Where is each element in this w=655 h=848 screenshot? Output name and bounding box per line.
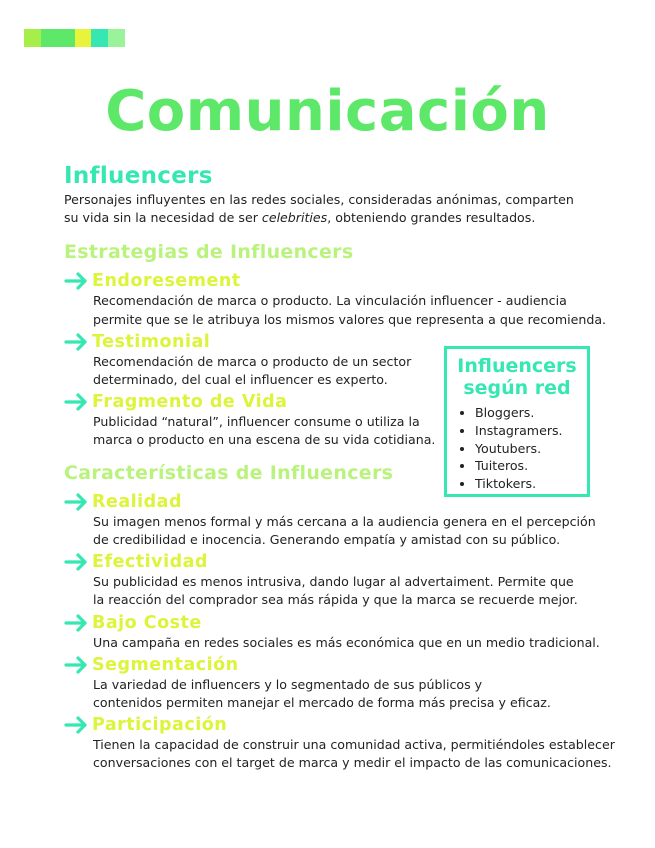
characteristic-description-line: de credibilidad e inocencia. Generando empatía y amistad con su público. [93, 532, 561, 547]
characteristic-item-title: Participación [64, 714, 227, 736]
arrow-right-icon [64, 612, 90, 634]
arrow-right-icon [64, 714, 90, 736]
swatch [108, 29, 125, 47]
strategy-description-line: Publicidad “natural”, influencer consume o utiliza la [93, 414, 420, 429]
network-list [461, 404, 563, 493]
arrow-right-icon [64, 270, 90, 292]
characteristic-item-title: Efectividad [64, 551, 208, 573]
strategy-item-title: Testimonial [64, 331, 210, 353]
list-item: • Tuiteros. [475, 457, 563, 475]
celebrities-emphasis: celebrities [261, 210, 328, 225]
arrow-right-icon [64, 551, 90, 573]
page-title: Comunicación [105, 79, 550, 144]
strategy-description-line: determinado, del cual el influencer es experto. [93, 372, 388, 387]
characteristic-description-line: Su imagen menos formal y más cercana a la audiencia genera en el percepción [93, 514, 596, 529]
list-item: • Bloggers. [475, 404, 563, 422]
influencers-description-line: su vida sin la necesidad de ser celebrities, obteniendo grandes resultados. [64, 210, 536, 225]
strategies-heading: Estrategias de Influencers [64, 241, 354, 263]
swatch [75, 29, 91, 47]
characteristic-item-title: Bajo Coste [64, 612, 202, 634]
list-item: • Instagramers. [475, 422, 563, 440]
strategy-description-line: Recomendación de marca o producto. La vinculación influencer - audiencia [93, 293, 567, 308]
characteristic-description-line: contenidos permiten manejar el mercado de forma más precisa y eficaz. [93, 695, 551, 710]
strategy-item-title: Fragmento de Vida [64, 391, 287, 413]
strategy-description-line: marca o producto en una escena de su vida cotidiana. [93, 432, 436, 447]
characteristic-description-line: Su publicidad es menos intrusiva, dando lugar al advertaiment. Permite que [93, 574, 574, 589]
arrow-right-icon [64, 491, 90, 513]
swatch [41, 29, 75, 47]
strategy-description-line: permite que se le atribuya los mismos valores que representa a que recomienda. [93, 312, 607, 327]
characteristics-heading: Características de Influencers [64, 462, 394, 484]
box-title: Influencers según red [457, 355, 577, 399]
characteristic-description-line: la reacción del comprador sea más rápida y que la marca se recuerde mejor. [93, 592, 578, 607]
influencers-by-network-box [444, 346, 590, 497]
characteristic-description-line: Una campaña en redes sociales es más económica que en un medio tradicional. [93, 635, 600, 650]
influencers-heading: Influencers [64, 163, 213, 189]
characteristic-item-title: Segmentación [64, 654, 239, 676]
arrow-right-icon [64, 331, 90, 353]
swatch [24, 29, 41, 47]
influencers-description-line: Personajes influyentes en las redes sociales, consideradas anónimas, comparten [64, 192, 574, 207]
strategy-item-title: Endoresement [64, 270, 241, 292]
strategy-description-line: Recomendación de marca o producto de un sector [93, 354, 412, 369]
arrow-right-icon [64, 391, 90, 413]
list-item: • Youtubers. [475, 440, 563, 458]
list-item: • Tiktokers. [475, 475, 563, 493]
color-swatches [24, 29, 125, 47]
characteristic-item-title: Realidad [64, 491, 182, 513]
characteristic-description-line: conversaciones con el target de marca y medir el impacto de las comunicaciones. [93, 755, 612, 770]
characteristic-description-line: La variedad de influencers y lo segmentado de sus públicos y [93, 677, 483, 692]
characteristic-description-line: Tienen la capacidad de construir una comunidad activa, permitiéndoles establecer [93, 737, 615, 752]
swatch [91, 29, 108, 47]
arrow-right-icon [64, 654, 90, 676]
